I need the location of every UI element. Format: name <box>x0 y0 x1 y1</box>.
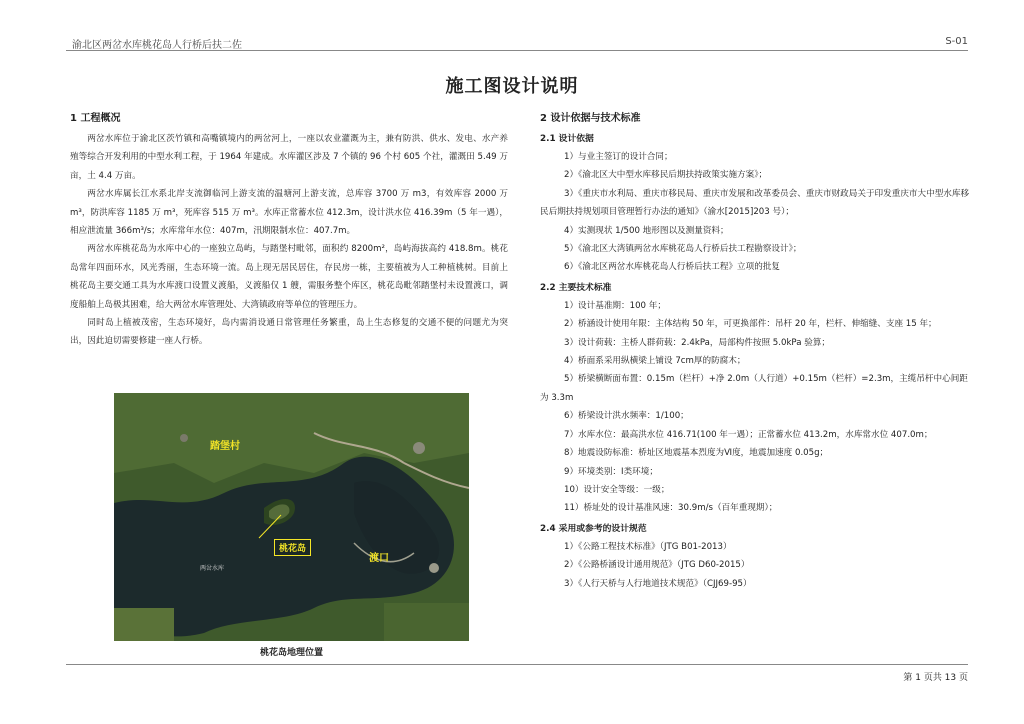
list-item: 10）设计安全等级：一级； <box>564 484 670 495</box>
subsection-heading: 2.2 主要技术标准 <box>540 282 612 293</box>
map-caption: 桃花岛地理位置 <box>259 648 323 658</box>
page-number: 第 1 页共 13 页 <box>903 673 968 683</box>
list-item: 1）与业主签订的设计合同； <box>564 152 673 162</box>
section-heading-overview: 1 工程概况 <box>70 113 121 124</box>
overview-paragraph: 两岔水库桃花岛为水库中心的一座独立岛屿，与踏堡村毗邻，面积约 8200m²，岛屿海拔高约 418.8m。桃花岛常年四面环水，风光秀丽，生态环境一流。岛上现无居民居住，存民房一栋，主要植被为人工种植桃树。目前上桃花岛主要交通工具为水库渡口设置义渡船，义渡船仅 1 艘，需服务整个库区，桃花岛毗邻踏堡村未设置渡口，调度船舶上岛极其困难，给大两岔水库管理处、大湾镇政府等单位的管理压力。 <box>70 244 508 310</box>
list-item: 2）《公路桥涵设计通用规范》（JTG D60-2015） <box>564 560 750 571</box>
reservoir-label: 两岔水库 <box>200 565 225 572</box>
list-item: 4）实测现状 1/500 地形图以及测量资料； <box>564 225 729 236</box>
list-item: 6）《渝北区两岔水库桃花岛人行桥后扶工程》立项的批复 <box>564 262 781 273</box>
right-column <box>540 112 976 593</box>
list-item: 5）《渝北区大湾镇两岔水库桃花岛人行桥后扶工程勘察设计》； <box>564 244 802 255</box>
left-column <box>70 112 508 351</box>
overview-paragraph: 同时岛上植被茂密，生态环境好，岛内需消设通日常管理任务繁重，岛上生态修复的交通不便的问题尤为突出，因此迫切需要修建一座人行桥。 <box>70 318 508 347</box>
village-label: 踏堡村 <box>210 441 240 452</box>
list-item: 7）水库水位：最高洪水位 416.71(100 年一遇）；正常蓄水位 413.2m，水库常水位 407.0m； <box>564 429 933 440</box>
project-name: 渝北区两岔水库桃花岛人行桥后扶二佐 <box>72 40 242 51</box>
list-item: 3）《重庆市水利局、重庆市移民局、重庆市发展和改革委员会、重庆市财政局关于印发重庆市大中型水库移民后期扶持规划项目管理暂行办法的通知》（渝水[2015]203 号）； <box>540 188 970 218</box>
page-title: 施工图设计说明 <box>445 76 579 97</box>
section-heading-basis: 2 设计依据与技术标准 <box>540 113 641 124</box>
subsection-heading: 2.1 设计依据 <box>540 134 594 144</box>
list-item: 8）地震设防标准：桥址区地震基本烈度为Ⅵ度，地震加速度 0.05g； <box>564 448 829 459</box>
list-item: 6）桥梁设计洪水频率：1/100； <box>564 411 689 422</box>
list-item: 1）《公路工程技术标准》（JTG B01-2013） <box>564 541 732 552</box>
ferry-label: 渡口 <box>369 553 389 564</box>
list-item: 1）设计基准期：100 年； <box>564 300 666 311</box>
sheet-number: S-01 <box>945 36 968 47</box>
list-item: 4）桥面系采用纵横梁上铺设 7cm厚的防腐木； <box>564 356 746 367</box>
location-map <box>114 393 469 641</box>
list-item: 11）桥址处的设计基准风速：30.9m/s（百年重现期）； <box>564 503 778 514</box>
list-item: 2）桥涵设计使用年限：主体结构 50 年，可更换部件：吊杆 20 年，栏杆、伸缩缝、支座 15 年； <box>564 319 937 330</box>
list-item: 5）桥梁横断面布置：0.15m（栏杆）+净 2.0m（人行道）+0.15m（栏杆）=2.3m，主缆吊杆中心间距为 3.3m <box>540 374 968 403</box>
list-item: 9）环境类别：Ⅰ类环境； <box>564 466 658 477</box>
header-divider <box>66 50 968 51</box>
list-item: 3）《人行天桥与人行地道技术规范》（CJJ69-95） <box>564 578 752 589</box>
island-label: 桃花岛 <box>274 539 311 556</box>
list-item: 3）设计荷载：主桥人群荷载：2.4kPa，局部构件按照 5.0kPa 验算； <box>564 337 830 348</box>
overview-paragraph: 两岔水库位于渝北区茨竹镇和高嘴镇境内的两岔河上，一座以农业灌溉为主，兼有防洪、供水、发电、水产养殖等综合开发利用的中型水利工程，于 1964 年建成。水库灌区涉及 7 个镇的 96 个村 605 个社，灌溉田 5.49 万亩，土 4.4 万亩。 <box>70 134 508 181</box>
list-item: 2）《渝北区大中型水库移民后期扶持政策实施方案》； <box>564 170 768 181</box>
overview-paragraph: 两岔水库属长江水系北岸支流御临河上游支流的温塘河上游支流，总库容 3700 万 m3，有效库容 2000 万 m³，防洪库容 1185 万 m³，死库容 515 万 m³。水库正常蓄水位 412.3m，设计洪水位 416.39m（5 年一遇），相应泄流量 366m³/s；水库常年水位：407m，汛期限制水位：407.7m。 <box>70 189 508 237</box>
footer-divider <box>66 664 968 665</box>
satellite-image <box>114 393 469 641</box>
subsection-heading: 2.4 采用或参考的设计规范 <box>540 523 647 534</box>
